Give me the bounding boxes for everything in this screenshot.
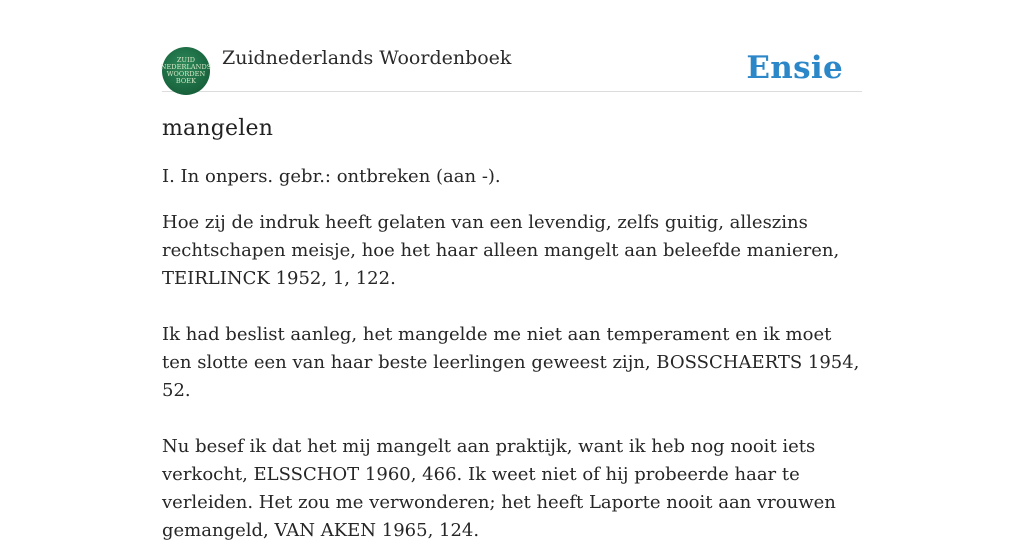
- logo-line-2: NEDERLANDS: [160, 63, 212, 71]
- header: [162, 44, 862, 92]
- entry-card: [162, 44, 862, 545]
- quote-3: Nu besef ik dat het mij mangelt aan praktijk, want ik heb nog nooit iets verkocht, ELSSCHOT 1960, 466. Ik weet niet of hij probeerde haar te verleiden. Het zou me verwonderen; het heeft Laporte nooit aan vrouwen gemangeld, VAN AKEN 1965, 124.: [162, 436, 836, 541]
- quote-1: Hoe zij de indruk heeft gelaten van een levendig, zelfs guitig, alleszins rechtschapen meisje, hoe het haar alleen mangelt aan beleefde manieren, TEIRLINCK 1952, 1, 122.: [162, 212, 840, 289]
- headword: mangelen: [162, 116, 274, 141]
- dictionary-logo[interactable]: [162, 47, 210, 95]
- logo-line-3: WOORDEN: [166, 70, 206, 78]
- logo-line-1: ZUID: [176, 56, 196, 64]
- ensie-brand-logo[interactable]: Ensie: [746, 50, 843, 86]
- dictionary-title[interactable]: Zuidnederlands Woordenboek: [222, 47, 512, 69]
- definition: I. In onpers. gebr.: ontbreken (aan -).: [162, 166, 501, 187]
- logo-line-4: BOEK: [175, 77, 197, 85]
- quote-2: Ik had beslist aanleg, het mangelde me niet aan temperament en ik moet ten slotte een van haar beste leerlingen geweest zijn, BOSSCHAERTS 1954, 52.: [162, 324, 860, 401]
